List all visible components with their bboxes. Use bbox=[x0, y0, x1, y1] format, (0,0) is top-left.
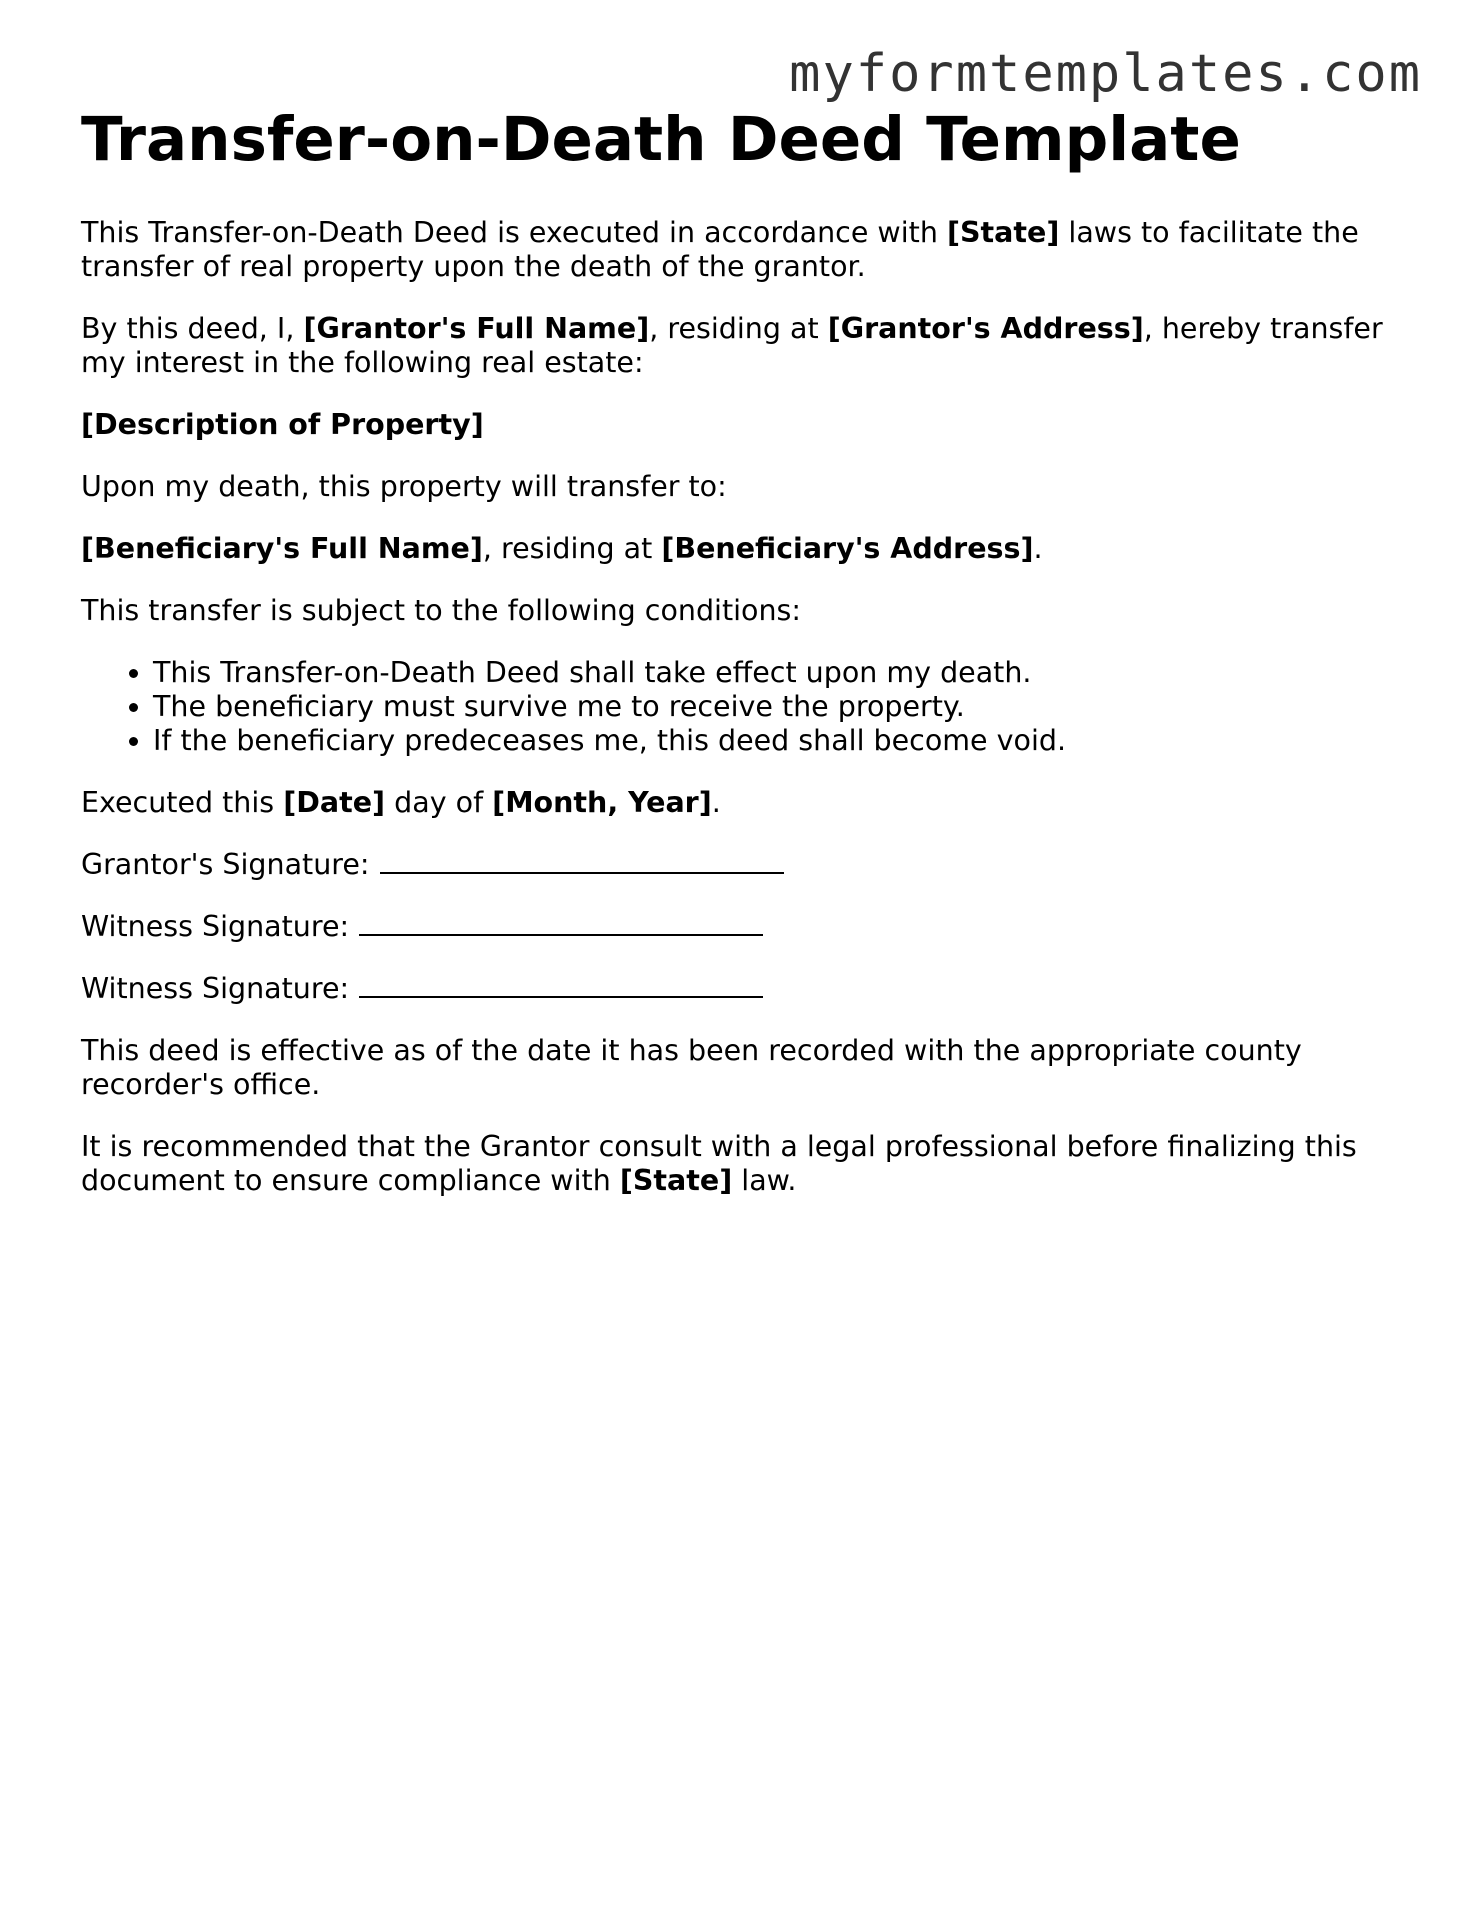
witness1-signature-line[interactable] bbox=[359, 912, 763, 936]
execution-paragraph bbox=[81, 786, 1411, 820]
grantor-name-placeholder: [Grantor's Full Name] bbox=[303, 312, 650, 345]
list-item: • If the beneficiary predeceases me, this deed shall become void. bbox=[153, 724, 1411, 758]
state-placeholder: [State] bbox=[946, 216, 1060, 249]
site-watermark: myformtemplates.com bbox=[789, 44, 1422, 104]
date-placeholder: [Date] bbox=[283, 786, 386, 819]
recommendation-text-2: law. bbox=[732, 1164, 797, 1197]
grantor-address-placeholder: [Grantor's Address] bbox=[827, 312, 1144, 345]
month-year-placeholder: [Month, Year] bbox=[492, 786, 712, 819]
execution-text-2: day of bbox=[385, 786, 493, 819]
conditions-list bbox=[81, 656, 1411, 758]
execution-text-3: . bbox=[711, 786, 721, 819]
witness1-signature-label: Witness Signature: bbox=[81, 910, 350, 943]
property-description-placeholder: [Description of Property] bbox=[81, 408, 484, 441]
beneficiary-paragraph bbox=[81, 532, 1411, 566]
witness1-signature-row bbox=[81, 910, 1411, 944]
intro-paragraph bbox=[81, 216, 1411, 284]
state-placeholder: [State] bbox=[619, 1164, 733, 1197]
list-item: • The beneficiary must survive me to receive the property. bbox=[153, 690, 1411, 724]
effective-note: This deed is effective as of the date it has been recorded with the appropriate county recorder's office. bbox=[81, 1034, 1302, 1101]
beneficiary-name-placeholder: [Beneficiary's Full Name] bbox=[81, 532, 483, 565]
witness2-signature-line[interactable] bbox=[359, 974, 763, 998]
conditions-intro: This transfer is subject to the following conditions: bbox=[81, 594, 802, 627]
recommendation-paragraph bbox=[81, 1130, 1411, 1198]
witness2-signature-label: Witness Signature: bbox=[81, 972, 350, 1005]
grantor-signature-row bbox=[81, 848, 1411, 882]
page-title: Transfer-on-Death Deed Template bbox=[81, 104, 1241, 175]
transfer-to-paragraph: Upon my death, this property will transfer to: bbox=[81, 470, 727, 503]
grantor-text-3: , hereby transfer my interest in the following real estate: bbox=[81, 312, 1383, 379]
intro-text-2: laws to facilitate the transfer of real property upon the death of the grantor. bbox=[81, 216, 1359, 283]
beneficiary-text-2: . bbox=[1033, 532, 1043, 565]
list-item: • This Transfer-on-Death Deed shall take effect upon my death. bbox=[153, 656, 1411, 690]
recommendation-text-1: It is recommended that the Grantor consult with a legal professional before finalizing this document to ensure compliance with bbox=[81, 1130, 1357, 1197]
beneficiary-text-1: , residing at bbox=[482, 532, 662, 565]
property-paragraph bbox=[81, 408, 1411, 442]
intro-text-1: This Transfer-on-Death Deed is executed in accordance with bbox=[81, 216, 947, 249]
execution-text-1: Executed this bbox=[81, 786, 284, 819]
grantor-signature-line[interactable] bbox=[380, 850, 784, 874]
document-body bbox=[81, 104, 1411, 1226]
witness2-signature-row bbox=[81, 972, 1411, 1006]
grantor-text-1: By this deed, I, bbox=[81, 312, 304, 345]
beneficiary-address-placeholder: [Beneficiary's Address] bbox=[661, 532, 1034, 565]
grantor-paragraph bbox=[81, 312, 1411, 380]
grantor-text-2: , residing at bbox=[649, 312, 828, 345]
grantor-signature-label: Grantor's Signature: bbox=[81, 848, 370, 881]
